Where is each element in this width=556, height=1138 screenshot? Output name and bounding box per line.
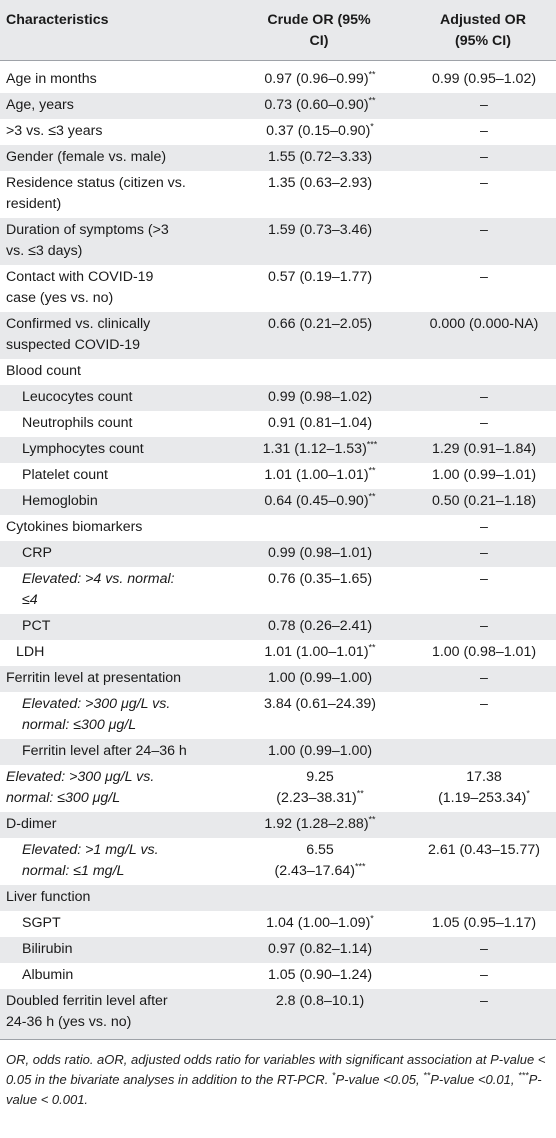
row-label: CRP	[22, 545, 52, 561]
label-line1: Residence status (citizen vs.	[6, 175, 186, 191]
header-crude-line2: CI)	[309, 33, 329, 49]
row-label: Platelet count	[22, 467, 108, 483]
row-label: Albumin	[22, 967, 74, 983]
row-crude: 0.99 (0.98–1.02)	[267, 389, 373, 405]
footnote-text-3: P-value <0.01,	[430, 1072, 519, 1087]
table-row	[0, 463, 556, 489]
row-adjusted: –	[480, 967, 488, 983]
row-adjusted: 0.000 (0.000-NA)	[429, 316, 539, 332]
row-crude: 0.66 (0.21–2.05)	[267, 316, 373, 332]
row-crude	[228, 463, 410, 489]
row-label	[0, 312, 228, 359]
row-crude: 0.78 (0.26–2.41)	[267, 618, 373, 634]
row-label	[0, 218, 228, 265]
row-adjusted: –	[480, 175, 488, 191]
label-line1: Contact with COVID-19	[6, 269, 154, 285]
row-adjusted	[410, 765, 556, 812]
table-row	[0, 692, 556, 739]
crude-significance: **	[368, 642, 376, 653]
row-crude: 0.91 (0.81–1.04)	[267, 415, 373, 431]
row-adjusted: –	[410, 989, 556, 1040]
crude-value-line2: (2.43–17.64)	[274, 863, 355, 879]
row-label: LDH	[16, 644, 45, 660]
crude-value: 1.01 (1.00–1.01)	[264, 467, 369, 483]
table-row	[0, 812, 556, 838]
label-line1: Elevated: >4 vs. normal:	[22, 571, 175, 587]
row-label	[0, 692, 228, 739]
row-label: Lymphocytes count	[22, 441, 144, 457]
label-line2: ≤4	[22, 592, 38, 608]
table-row	[0, 911, 556, 937]
table-row	[0, 739, 556, 765]
table-row	[0, 838, 556, 885]
header-characteristics	[0, 0, 228, 61]
row-adjusted	[410, 739, 556, 765]
table-row	[0, 489, 556, 515]
crude-value: 0.64 (0.45–0.90)	[264, 493, 369, 509]
label-line1: Doubled ferritin level after	[6, 993, 168, 1009]
table-body	[0, 61, 556, 1040]
row-adjusted: –	[480, 670, 488, 686]
crude-value-line1: 6.55	[306, 842, 334, 858]
row-adjusted: 0.99 (0.95–1.02)	[431, 71, 537, 87]
table-row	[0, 541, 556, 567]
table-row	[0, 567, 556, 614]
label-line2: suspected COVID-19	[6, 337, 141, 353]
label-line1: Elevated: >300 μg/L vs.	[22, 696, 171, 712]
row-adjusted: –	[480, 545, 488, 561]
crude-significance: **	[368, 814, 376, 825]
table-row	[0, 359, 556, 385]
table-row	[0, 937, 556, 963]
row-label: >3 vs. ≤3 years	[6, 123, 103, 139]
label-line1: Confirmed vs. clinically	[6, 316, 151, 332]
label-line2: case (yes vs. no)	[6, 290, 114, 306]
adj-value-line1: 17.38	[466, 769, 502, 785]
table-row	[0, 989, 556, 1040]
adj-significance: *	[526, 788, 530, 799]
row-adjusted: 1.00 (0.98–1.01)	[431, 644, 537, 660]
row-crude: 0.57 (0.19–1.77)	[267, 269, 373, 285]
row-crude	[228, 812, 410, 838]
row-crude	[228, 885, 410, 911]
label-line2: normal: ≤300 μg/L	[6, 790, 121, 806]
label-line1: Duration of symptoms (>3	[6, 222, 169, 238]
table-row	[0, 515, 556, 541]
row-adjusted: 2.61 (0.43–15.77)	[427, 842, 540, 858]
row-label: Age in months	[6, 71, 97, 87]
row-label	[0, 171, 228, 218]
row-crude	[228, 119, 410, 145]
crude-value: 1.92 (1.28–2.88)	[264, 816, 369, 832]
row-adjusted: 1.29 (0.91–1.84)	[431, 441, 537, 457]
row-label: Hemoglobin	[22, 493, 98, 509]
crude-significance: *	[370, 121, 374, 132]
crude-significance: **	[368, 69, 376, 80]
label-line2: 24-36 h (yes vs. no)	[6, 1014, 132, 1030]
row-adjusted: –	[480, 222, 488, 238]
row-crude	[228, 515, 410, 541]
row-adjusted: –	[480, 696, 488, 712]
table-row	[0, 119, 556, 145]
row-label	[0, 838, 228, 885]
header-crude-or	[228, 0, 410, 61]
footnote-sup-3: ***	[518, 1070, 529, 1081]
row-adjusted: –	[480, 618, 488, 634]
row-label: SGPT	[22, 915, 61, 931]
label-line1: Elevated: >1 mg/L vs.	[22, 842, 159, 858]
header-characteristics-text: Characteristics	[6, 12, 109, 28]
crude-value: 1.04 (1.00–1.09)	[266, 915, 371, 931]
row-adjusted: –	[480, 389, 488, 405]
footnote-text-1: OR, odds ratio. aOR, adjusted odds ratio for variables with significant association at P-value < 0.05 in the bivariate analyses in addition to the RT-PCR.	[6, 1052, 546, 1087]
row-label: PCT	[22, 618, 51, 634]
row-adjusted	[410, 812, 556, 838]
table-row	[0, 666, 556, 692]
row-crude	[228, 838, 410, 885]
row-label: D-dimer	[6, 816, 57, 832]
label-line2: normal: ≤1 mg/L	[22, 863, 125, 879]
table-row	[0, 765, 556, 812]
row-adjusted	[410, 885, 556, 911]
row-crude	[228, 437, 410, 463]
row-adjusted	[410, 359, 556, 385]
row-label: Ferritin level after 24–36 h	[22, 743, 187, 759]
crude-significance: *	[370, 913, 374, 924]
row-label: Gender (female vs. male)	[6, 149, 167, 165]
row-label	[0, 765, 228, 812]
row-crude: 3.84 (0.61–24.39)	[263, 696, 376, 712]
row-crude	[228, 765, 410, 812]
row-crude: 1.59 (0.73–3.46)	[267, 222, 373, 238]
row-label	[0, 265, 228, 312]
row-crude: 1.00 (0.99–1.00)	[267, 743, 373, 759]
row-adjusted: 0.50 (0.21–1.18)	[431, 493, 537, 509]
footnote-sup-2: **	[423, 1070, 431, 1081]
row-crude: 1.55 (0.72–3.33)	[267, 149, 373, 165]
table-row	[0, 61, 556, 94]
row-crude: 0.99 (0.98–1.01)	[267, 545, 373, 561]
crude-value: 1.01 (1.00–1.01)	[264, 644, 369, 660]
row-adjusted: –	[480, 149, 488, 165]
label-line2: resident)	[6, 196, 62, 212]
crude-significance: ***	[354, 861, 366, 872]
label-line2: vs. ≤3 days)	[6, 243, 83, 259]
crude-value-line1: 9.25	[306, 769, 334, 785]
row-crude: 0.97 (0.82–1.14)	[267, 941, 373, 957]
table-row	[0, 145, 556, 171]
row-label: Leucocytes count	[22, 389, 133, 405]
footnote-text-2: P-value <0.05,	[335, 1072, 424, 1087]
table-row	[0, 437, 556, 463]
crude-value: 1.31 (1.12–1.53)	[262, 441, 367, 457]
table-footnote	[0, 1040, 556, 1110]
footnote-sup-1: *	[331, 1070, 336, 1081]
table-row	[0, 963, 556, 989]
row-label: Cytokines biomarkers	[6, 519, 143, 535]
row-label	[0, 567, 228, 614]
row-label: Age, years	[6, 97, 74, 113]
row-label: Blood count	[6, 363, 81, 379]
header-crude-line1: Crude OR (95%	[267, 12, 371, 28]
row-crude: 0.76 (0.35–1.65)	[267, 571, 373, 587]
row-adjusted: –	[480, 519, 488, 535]
row-label: Neutrophils count	[22, 415, 133, 431]
table-row	[0, 640, 556, 666]
label-line1: Elevated: >300 μg/L vs.	[6, 769, 155, 785]
row-crude	[228, 489, 410, 515]
row-crude: 1.35 (0.63–2.93)	[267, 175, 373, 191]
table-row	[0, 218, 556, 265]
row-adjusted: 1.05 (0.95–1.17)	[431, 915, 537, 931]
crude-value: 0.97 (0.96–0.99)	[264, 71, 369, 87]
row-adjusted: –	[480, 97, 488, 113]
table-row	[0, 411, 556, 437]
row-label: Ferritin level at presentation	[6, 670, 182, 686]
table-row	[0, 93, 556, 119]
row-adjusted: –	[480, 571, 488, 587]
crude-value-line2: (2.23–38.31)	[276, 790, 357, 806]
row-crude: 1.00 (0.99–1.00)	[267, 670, 373, 686]
row-label	[0, 989, 228, 1040]
crude-significance: **	[368, 465, 376, 476]
header-adjusted-line2: (95% CI)	[455, 33, 511, 49]
table-row	[0, 312, 556, 359]
table-row	[0, 614, 556, 640]
table-row	[0, 171, 556, 218]
crude-value: 0.37 (0.15–0.90)	[266, 123, 371, 139]
row-crude	[228, 911, 410, 937]
row-adjusted: 1.00 (0.99–1.01)	[431, 467, 537, 483]
row-crude: 2.8 (0.8–10.1)	[228, 989, 410, 1040]
adj-value-line2: (1.19–253.34)	[438, 790, 527, 806]
row-crude	[228, 93, 410, 119]
row-crude: 1.05 (0.90–1.24)	[267, 967, 373, 983]
crude-significance: **	[368, 95, 376, 106]
crude-significance: **	[368, 491, 376, 502]
row-label: Liver function	[6, 889, 91, 905]
row-crude	[228, 359, 410, 385]
footnote-text-4: P-value < 0.001.	[6, 1072, 542, 1107]
row-adjusted: –	[480, 123, 488, 139]
row-adjusted: –	[480, 941, 488, 957]
table-row	[0, 265, 556, 312]
row-crude	[228, 640, 410, 666]
crude-significance: ***	[366, 439, 378, 450]
label-line2: normal: ≤300 μg/L	[22, 717, 137, 733]
table-row	[0, 885, 556, 911]
row-adjusted: –	[480, 415, 488, 431]
table-header-row	[0, 0, 556, 61]
crude-significance: **	[356, 788, 364, 799]
header-adjusted-line1: Adjusted OR	[440, 12, 526, 28]
row-label: Bilirubin	[22, 941, 73, 957]
crude-value: 0.73 (0.60–0.90)	[264, 97, 369, 113]
row-adjusted: –	[480, 269, 488, 285]
table-row	[0, 385, 556, 411]
row-crude	[228, 61, 410, 94]
header-adjusted-or	[410, 0, 556, 61]
